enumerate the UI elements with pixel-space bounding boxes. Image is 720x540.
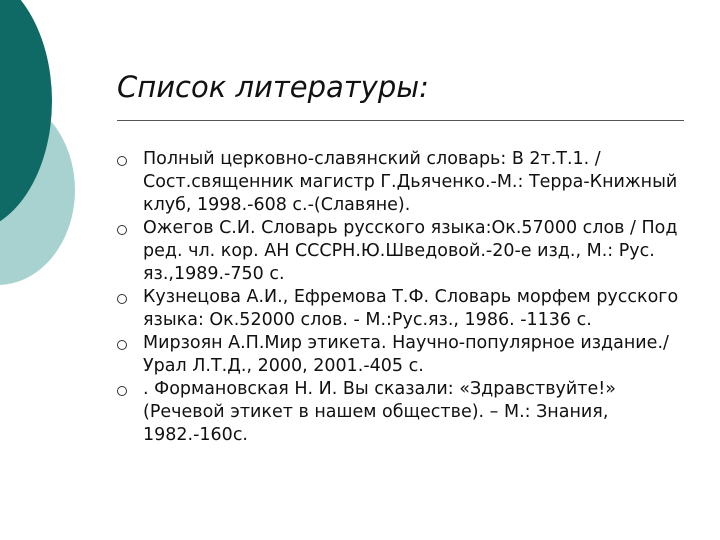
bibliography-item-text: Ожегов С.И. Словарь русского языка:Ок.57000 слов / Под ред. чл. кор. АН СССРН.Ю.Шведовой.-20-е изд., М.: Рус. яз.,1989.-750 с. <box>143 218 678 284</box>
title-divider <box>117 120 684 121</box>
bibliography-item <box>117 148 692 217</box>
bullet-icon <box>117 156 127 166</box>
bibliography-item <box>117 332 692 378</box>
slide-title: Список литературы: <box>117 70 429 104</box>
bibliography-list <box>117 148 692 447</box>
bibliography-item-text: Кузнецова А.И., Ефремова Т.Ф. Словарь морфем русского языка: Ок.52000 слов. - М.:Рус.яз., 1986. -1136 с. <box>143 287 679 330</box>
bibliography-item-text: . Формановская Н. И. Вы сказали: «Здравствуйте!» (Речевой этикет в нашем обществе). – М.: Знания, 1982.-160с. <box>143 379 616 445</box>
bibliography-item-text: Мирзоян А.П.Мир этикета. Научно-популярное издание./Урал Л.Т.Д., 2000, 2001.-405 с. <box>143 333 669 376</box>
bullet-icon <box>117 294 127 304</box>
bullet-icon <box>117 340 127 350</box>
bullet-icon <box>117 225 127 235</box>
bibliography-item <box>117 217 692 286</box>
bullet-icon <box>117 386 127 396</box>
bibliography-item <box>117 378 692 447</box>
bibliography-item-text: Полный церковно-славянский словарь: В 2т.Т.1. /Сост.священник магистр Г.Дьяченко.-М.: Терра-Книжный клуб, 1998.-608 с.-(Славяне). <box>143 149 678 215</box>
bibliography-item <box>117 286 692 332</box>
